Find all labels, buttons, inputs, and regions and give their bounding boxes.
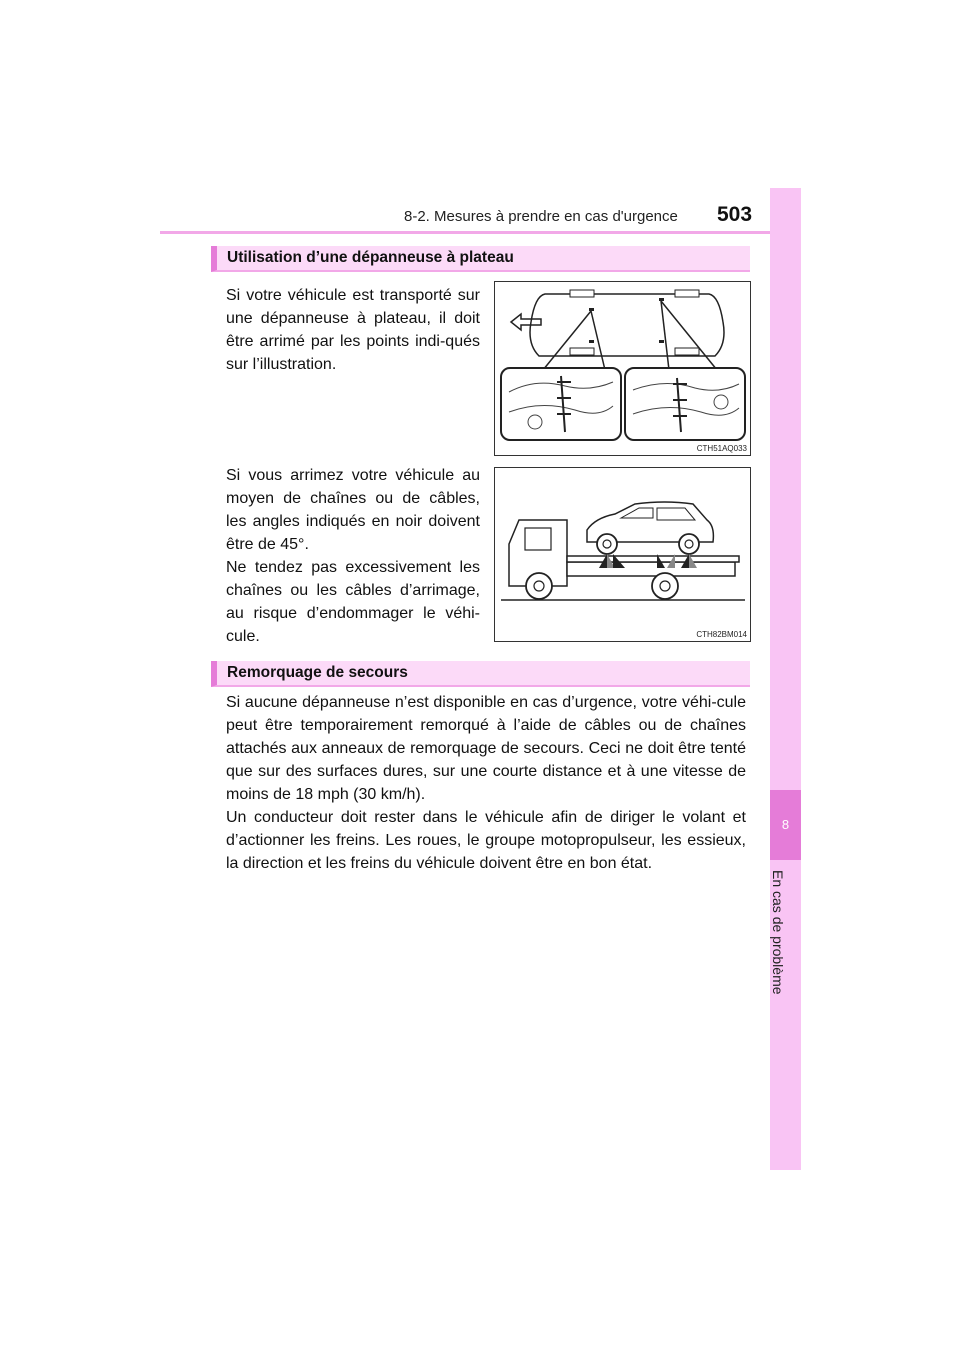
figure-code: CTH82BM014: [696, 630, 747, 639]
page-number: 503: [717, 203, 753, 226]
tie-down-points-icon: [495, 282, 750, 455]
paragraph-emergency-1: Si aucune dépanneuse n’est disponible en cas d’urgence, votre véhi-cule peut être temporairement remorqué à l’aide de câbles ou de chaînes attachés aux anneaux de remorquage de secours. Ceci ne doit être tenté que sur des surfaces dures, sur une courte distance et à une vitesse de moins de 18 mph (30 km/h).: [226, 694, 746, 803]
paragraph-flatbed-1: Si votre véhicule est transporté sur une dépanneuse à plateau, il doit être arrimé par les points indi-qués sur l’illustration.: [226, 287, 480, 373]
header-divider: [160, 231, 800, 234]
section-heading-text: Utilisation d’une dépanneuse à plateau: [227, 249, 514, 266]
section-title: 8-2. Mesures à prendre en cas d'urgence: [404, 208, 678, 225]
figure-code: CTH51AQ033: [696, 444, 747, 453]
flatbed-truck-illustration: [494, 467, 751, 642]
section-heading-text: Remorquage de secours: [227, 664, 408, 681]
paragraph-flatbed-3: Ne tendez pas excessivement les chaînes ou les câbles d’arrimage, au risque d’endommager le véhi-cule.: [226, 559, 480, 645]
paragraph-emergency-2: Un conducteur doit rester dans le véhicule afin de diriger le volant et d’actionner les freins. Les roues, le groupe motopropulseur, les essieux, la direction et les freins du véhicule doivent être en bon état.: [226, 809, 746, 872]
chapter-title: En cas de problème: [770, 870, 786, 995]
chapter-number: 8: [770, 790, 801, 860]
section-heading-emergency-towing: [211, 661, 750, 687]
tie-down-points-illustration: [494, 281, 751, 456]
chapter-side-tab: [770, 188, 801, 1170]
section-heading-flatbed: [211, 246, 750, 272]
paragraph-flatbed-2: Si vous arrimez votre véhicule au moyen de chaînes ou de câbles, les angles indiqués en noir doivent être de 45°.: [226, 467, 480, 553]
flatbed-truck-icon: [495, 468, 750, 641]
